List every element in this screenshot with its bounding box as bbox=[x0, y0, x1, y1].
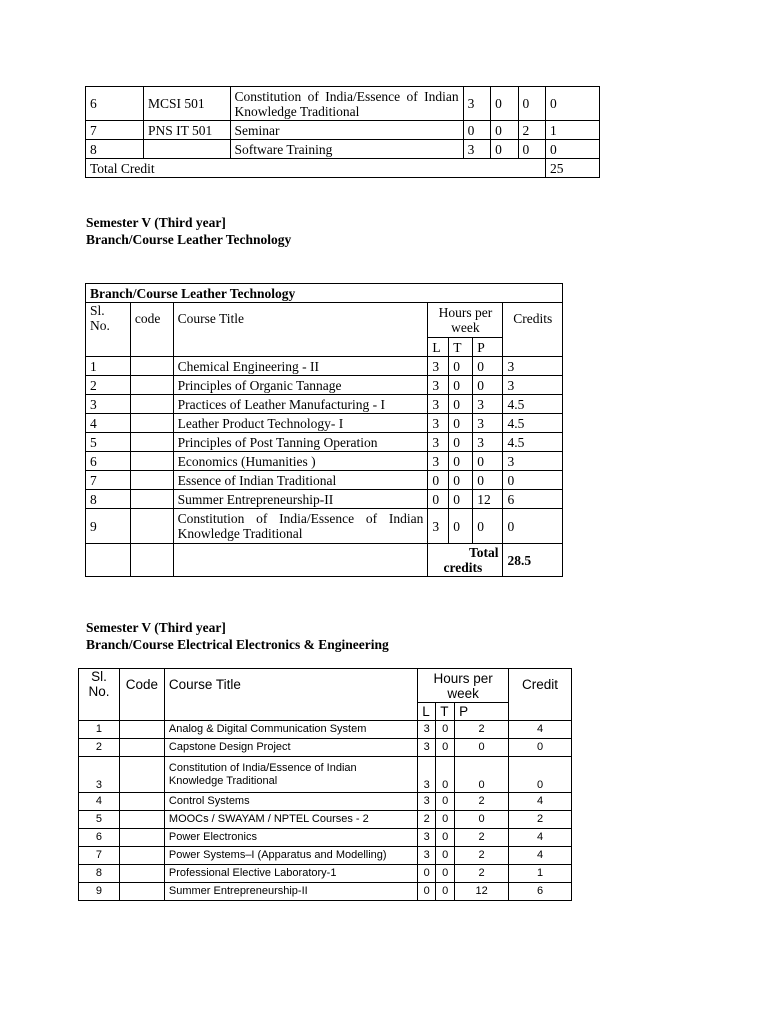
l-cell: 0 bbox=[418, 865, 436, 883]
sl-cell: 2 bbox=[86, 376, 131, 395]
code-cell: MCSI 501 bbox=[144, 87, 231, 121]
semester-heading: Semester V (Third year] bbox=[86, 215, 226, 230]
t-cell: 0 bbox=[449, 357, 473, 376]
t-cell: 0 bbox=[436, 757, 455, 793]
l-cell: 0 bbox=[418, 883, 436, 901]
sl-cell: 1 bbox=[86, 357, 131, 376]
code-cell bbox=[144, 140, 231, 159]
p-cell: 2 bbox=[455, 847, 509, 865]
table-row bbox=[79, 811, 572, 829]
t-cell: 0 bbox=[449, 376, 473, 395]
table-row bbox=[86, 395, 563, 414]
p-cell: 0 bbox=[473, 471, 503, 490]
code-cell bbox=[119, 811, 164, 829]
hours-header: Hours per week bbox=[418, 669, 509, 703]
credit-cell: 4.5 bbox=[503, 433, 563, 452]
t-cell: 0 bbox=[449, 471, 473, 490]
title-cell: Economics (Humanities ) bbox=[173, 452, 428, 471]
total-row bbox=[86, 159, 600, 178]
title-cell: Summer Entrepreneurship-II bbox=[164, 883, 417, 901]
p-cell: 0 bbox=[473, 357, 503, 376]
code-cell bbox=[119, 793, 164, 811]
t-cell: 0 bbox=[491, 87, 518, 121]
title-cell: Leather Product Technology- I bbox=[173, 414, 428, 433]
sl-cell: 8 bbox=[86, 490, 131, 509]
credit-cell: 4.5 bbox=[503, 395, 563, 414]
sl-cell: 3 bbox=[79, 757, 120, 793]
credit-cell: 4 bbox=[509, 793, 572, 811]
t-cell: 0 bbox=[491, 121, 518, 140]
l-cell: 0 bbox=[463, 121, 490, 140]
sl-cell: 7 bbox=[86, 121, 144, 140]
t-cell: 0 bbox=[436, 721, 455, 739]
table-row bbox=[79, 865, 572, 883]
code-cell bbox=[130, 414, 173, 433]
l-cell: 3 bbox=[428, 395, 449, 414]
title-cell: Constitution of India/Essence of Indian Knowledge Traditional bbox=[173, 509, 428, 544]
l-cell: 3 bbox=[418, 829, 436, 847]
p-cell: 12 bbox=[455, 883, 509, 901]
t-cell: 0 bbox=[449, 395, 473, 414]
credit-cell: 0 bbox=[546, 140, 600, 159]
t-cell: 0 bbox=[436, 847, 455, 865]
header-row bbox=[79, 669, 572, 703]
code-cell bbox=[119, 865, 164, 883]
table-row bbox=[86, 87, 600, 121]
code-cell bbox=[119, 883, 164, 901]
p-cell: 0 bbox=[518, 140, 545, 159]
title-cell: Constitution of India/Essence of Indian Knowledge Traditional bbox=[230, 87, 463, 121]
table-row bbox=[86, 140, 600, 159]
code-cell bbox=[119, 829, 164, 847]
t-cell: 0 bbox=[436, 793, 455, 811]
p-cell: 0 bbox=[455, 811, 509, 829]
l-cell: 3 bbox=[418, 757, 436, 793]
title-header: Course Title bbox=[164, 669, 417, 721]
l-cell: 3 bbox=[428, 433, 449, 452]
table-row bbox=[79, 829, 572, 847]
sl-cell: 6 bbox=[86, 87, 144, 121]
l-cell: 3 bbox=[428, 376, 449, 395]
sl-cell: 4 bbox=[79, 793, 120, 811]
code-cell bbox=[119, 847, 164, 865]
p-cell: 2 bbox=[455, 829, 509, 847]
credit-cell: 0 bbox=[503, 471, 563, 490]
credit-cell: 0 bbox=[509, 739, 572, 757]
title-cell: Control Systems bbox=[164, 793, 417, 811]
title-cell: Professional Elective Laboratory-1 bbox=[164, 865, 417, 883]
branch-heading: Branch/Course Electrical Electronics & Engineering bbox=[86, 637, 389, 652]
sl-cell: 7 bbox=[79, 847, 120, 865]
l-cell: 3 bbox=[418, 847, 436, 865]
title-cell: Analog & Digital Communication System bbox=[164, 721, 417, 739]
p-cell: 12 bbox=[473, 490, 503, 509]
sl-cell: 9 bbox=[86, 509, 131, 544]
credit-cell: 6 bbox=[509, 883, 572, 901]
table-row bbox=[86, 490, 563, 509]
table-row bbox=[86, 471, 563, 490]
electrical-electronics-table bbox=[78, 668, 572, 901]
t-cell: 0 bbox=[436, 829, 455, 847]
code-cell bbox=[130, 509, 173, 544]
p-cell: 2 bbox=[455, 865, 509, 883]
t-cell: 0 bbox=[436, 865, 455, 883]
l-cell: 3 bbox=[418, 793, 436, 811]
t-cell: 0 bbox=[491, 140, 518, 159]
code-cell bbox=[130, 490, 173, 509]
code-header: code bbox=[130, 303, 173, 357]
t-cell: 0 bbox=[449, 509, 473, 544]
sl-cell: 6 bbox=[86, 452, 131, 471]
credit-cell: 4 bbox=[509, 721, 572, 739]
total-value: 28.5 bbox=[503, 544, 563, 577]
table-row bbox=[79, 883, 572, 901]
table-row bbox=[86, 414, 563, 433]
credit-cell: 1 bbox=[546, 121, 600, 140]
title-cell: Power Systems–I (Apparatus and Modelling) bbox=[164, 847, 417, 865]
p-header: P bbox=[473, 338, 503, 357]
code-cell bbox=[119, 757, 164, 793]
table-row bbox=[86, 357, 563, 376]
p-cell: 0 bbox=[518, 87, 545, 121]
sl-cell: 2 bbox=[79, 739, 120, 757]
code-cell bbox=[130, 376, 173, 395]
sl-cell: 4 bbox=[86, 414, 131, 433]
t-cell: 0 bbox=[449, 414, 473, 433]
p-cell: 2 bbox=[455, 793, 509, 811]
l-cell: 0 bbox=[428, 471, 449, 490]
credit-cell: 3 bbox=[503, 376, 563, 395]
empty-cell bbox=[86, 544, 131, 577]
table-row bbox=[79, 721, 572, 739]
p-cell: 0 bbox=[455, 739, 509, 757]
code-cell: PNS IT 501 bbox=[144, 121, 231, 140]
title-cell: Chemical Engineering - II bbox=[173, 357, 428, 376]
title-cell: Power Electronics bbox=[164, 829, 417, 847]
table-row bbox=[86, 509, 563, 544]
credit-cell: 4 bbox=[509, 829, 572, 847]
total-row bbox=[86, 544, 563, 577]
credit-cell: 3 bbox=[503, 357, 563, 376]
empty-cell bbox=[130, 544, 173, 577]
code-cell bbox=[130, 452, 173, 471]
l-cell: 3 bbox=[418, 721, 436, 739]
table-row bbox=[79, 757, 572, 793]
branch-heading: Branch/Course Leather Technology bbox=[86, 232, 292, 247]
t-cell: 0 bbox=[436, 739, 455, 757]
t-cell: 0 bbox=[449, 490, 473, 509]
title-cell: Principles of Post Tanning Operation bbox=[173, 433, 428, 452]
caption-row bbox=[86, 284, 563, 303]
table-row bbox=[86, 121, 600, 140]
sl-cell: 5 bbox=[79, 811, 120, 829]
table-caption: Branch/Course Leather Technology bbox=[86, 284, 563, 303]
l-cell: 3 bbox=[463, 87, 490, 121]
code-cell bbox=[130, 471, 173, 490]
p-cell: 3 bbox=[473, 395, 503, 414]
course-table-top bbox=[85, 86, 600, 178]
p-cell: 0 bbox=[473, 509, 503, 544]
l-cell: 3 bbox=[463, 140, 490, 159]
p-cell: 0 bbox=[455, 757, 509, 793]
l-cell: 3 bbox=[428, 452, 449, 471]
p-cell: 3 bbox=[473, 433, 503, 452]
t-header: T bbox=[449, 338, 473, 357]
p-cell: 2 bbox=[455, 721, 509, 739]
l-cell: 3 bbox=[428, 357, 449, 376]
code-cell bbox=[119, 721, 164, 739]
t-header: T bbox=[436, 703, 455, 721]
credit-cell: 0 bbox=[546, 87, 600, 121]
p-cell: 2 bbox=[518, 121, 545, 140]
sl-cell: 1 bbox=[79, 721, 120, 739]
credit-cell: 0 bbox=[503, 509, 563, 544]
l-cell: 2 bbox=[418, 811, 436, 829]
table-row bbox=[79, 793, 572, 811]
p-header: P bbox=[455, 703, 509, 721]
p-cell: 0 bbox=[473, 376, 503, 395]
section-heading-leather bbox=[86, 214, 291, 248]
title-cell: Software Training bbox=[230, 140, 463, 159]
credits-header: Credits bbox=[503, 303, 563, 357]
total-value: 25 bbox=[546, 159, 600, 178]
section-heading-eee bbox=[86, 619, 389, 653]
title-header: Course Title bbox=[173, 303, 428, 357]
title-cell: Practices of Leather Manufacturing - I bbox=[173, 395, 428, 414]
code-cell bbox=[130, 433, 173, 452]
title-cell: Capstone Design Project bbox=[164, 739, 417, 757]
l-cell: 3 bbox=[428, 509, 449, 544]
code-cell bbox=[130, 395, 173, 414]
sl-header: Sl. No. bbox=[79, 669, 120, 721]
credit-header: Credit bbox=[509, 669, 572, 721]
table-row bbox=[79, 739, 572, 757]
title-cell: Summer Entrepreneurship-II bbox=[173, 490, 428, 509]
credit-cell: 3 bbox=[503, 452, 563, 471]
credit-cell: 4 bbox=[509, 847, 572, 865]
sl-cell: 3 bbox=[86, 395, 131, 414]
t-cell: 0 bbox=[436, 811, 455, 829]
code-header: Code bbox=[119, 669, 164, 721]
leather-technology-table bbox=[85, 283, 563, 577]
sl-cell: 6 bbox=[79, 829, 120, 847]
sl-cell: 8 bbox=[79, 865, 120, 883]
t-cell: 0 bbox=[449, 433, 473, 452]
code-cell bbox=[130, 357, 173, 376]
title-cell: Essence of Indian Traditional bbox=[173, 471, 428, 490]
credit-cell: 6 bbox=[503, 490, 563, 509]
header-row bbox=[86, 303, 563, 338]
l-cell: 3 bbox=[428, 414, 449, 433]
total-label: Total Credit bbox=[86, 159, 546, 178]
table-row bbox=[86, 433, 563, 452]
p-cell: 0 bbox=[473, 452, 503, 471]
p-cell: 3 bbox=[473, 414, 503, 433]
sl-cell: 9 bbox=[79, 883, 120, 901]
code-cell bbox=[119, 739, 164, 757]
title-cell: Constitution of India/Essence of Indian Knowledge Traditional bbox=[164, 757, 417, 793]
table-row bbox=[79, 847, 572, 865]
t-cell: 0 bbox=[449, 452, 473, 471]
credit-cell: 4.5 bbox=[503, 414, 563, 433]
table-row bbox=[86, 376, 563, 395]
l-header: L bbox=[418, 703, 436, 721]
credit-cell: 1 bbox=[509, 865, 572, 883]
hours-header: Hours per week bbox=[428, 303, 503, 338]
title-cell: Seminar bbox=[230, 121, 463, 140]
t-cell: 0 bbox=[436, 883, 455, 901]
l-cell: 0 bbox=[428, 490, 449, 509]
sl-cell: 5 bbox=[86, 433, 131, 452]
table-row bbox=[86, 452, 563, 471]
empty-cell bbox=[173, 544, 428, 577]
sl-header: Sl. No. bbox=[86, 303, 131, 357]
l-header: L bbox=[428, 338, 449, 357]
title-cell: Principles of Organic Tannage bbox=[173, 376, 428, 395]
l-cell: 3 bbox=[418, 739, 436, 757]
credit-cell: 0 bbox=[509, 757, 572, 793]
sl-cell: 8 bbox=[86, 140, 144, 159]
total-label bbox=[428, 544, 503, 577]
total-label-text: Total credits bbox=[443, 545, 499, 575]
credit-cell: 2 bbox=[509, 811, 572, 829]
semester-heading: Semester V (Third year] bbox=[86, 620, 226, 635]
title-cell: MOOCs / SWAYAM / NPTEL Courses - 2 bbox=[164, 811, 417, 829]
sl-cell: 7 bbox=[86, 471, 131, 490]
